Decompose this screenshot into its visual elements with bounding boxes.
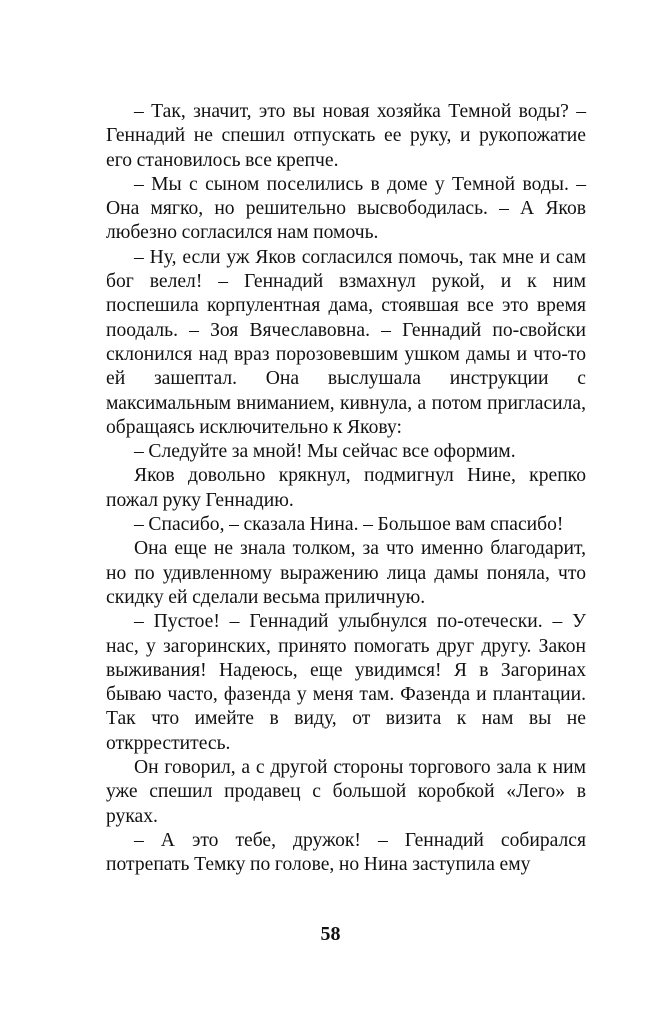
paragraph: – Пустое! – Геннадий улыбнулся по-отечески. – У нас, у загоринских, принято помогать друг другу. Закон выживания! Надеюсь, еще увидимся! Я в Загоринах бываю часто, фазенда у меня там. Фазенда и плантации. Так что имейте в виду, от визита к нам вы не открреститесь.: [106, 611, 586, 754]
page-number: 58: [320, 923, 341, 945]
paragraph: – Следуйте за мной! Мы сейчас все оформим.: [134, 441, 516, 463]
paragraph: – Ну, если уж Яков согласился помочь, так мне и сам бог велел! – Геннадий взмахнул рукой, и к ним поспешила корпулентная дама, стоявшая все это время поодаль. – Зоя Вячеславовна. – Геннадий по-свойски склонился над враз порозовевшим ушком дамы и что-то ей зашептал. Она выслушала инструкции с максимальным вниманием, кивнула, а потом пригласила, обращаясь исключительно к Якову:: [106, 246, 586, 438]
paragraph: Яков довольно крякнул, подмигнул Нине, крепко пожал руку Геннадию.: [106, 465, 586, 511]
paragraph: Он говорил, а с другой стороны торгового зала к ним уже спешил продавец с большой коробкой «Лего» в руках.: [106, 757, 586, 827]
paragraph: – А это тебе, дружок! – Геннадий собирался потрепать Темку по голове, но Нина заступила ему: [106, 829, 586, 876]
body-text: [106, 100, 586, 878]
paragraph: Она еще не знала толком, за что именно благодарит, но по удивленному выражению лица дамы поняла, что скидку ей сделали весьма приличную.: [106, 538, 586, 608]
paragraph: – Спасибо, – сказала Нина. – Большое вам спасибо!: [134, 514, 564, 536]
paragraph: – Так, значит, это вы новая хозяйка Темной воды? – Геннадий не спешил отпускать ее руку, и рукопожатие его становилось все крепче.: [106, 101, 586, 171]
paragraph: – Мы с сыном поселились в доме у Темной воды. – Она мягко, но решительно высвободилась. – А Яков любезно согласился нам помочь.: [106, 173, 586, 244]
